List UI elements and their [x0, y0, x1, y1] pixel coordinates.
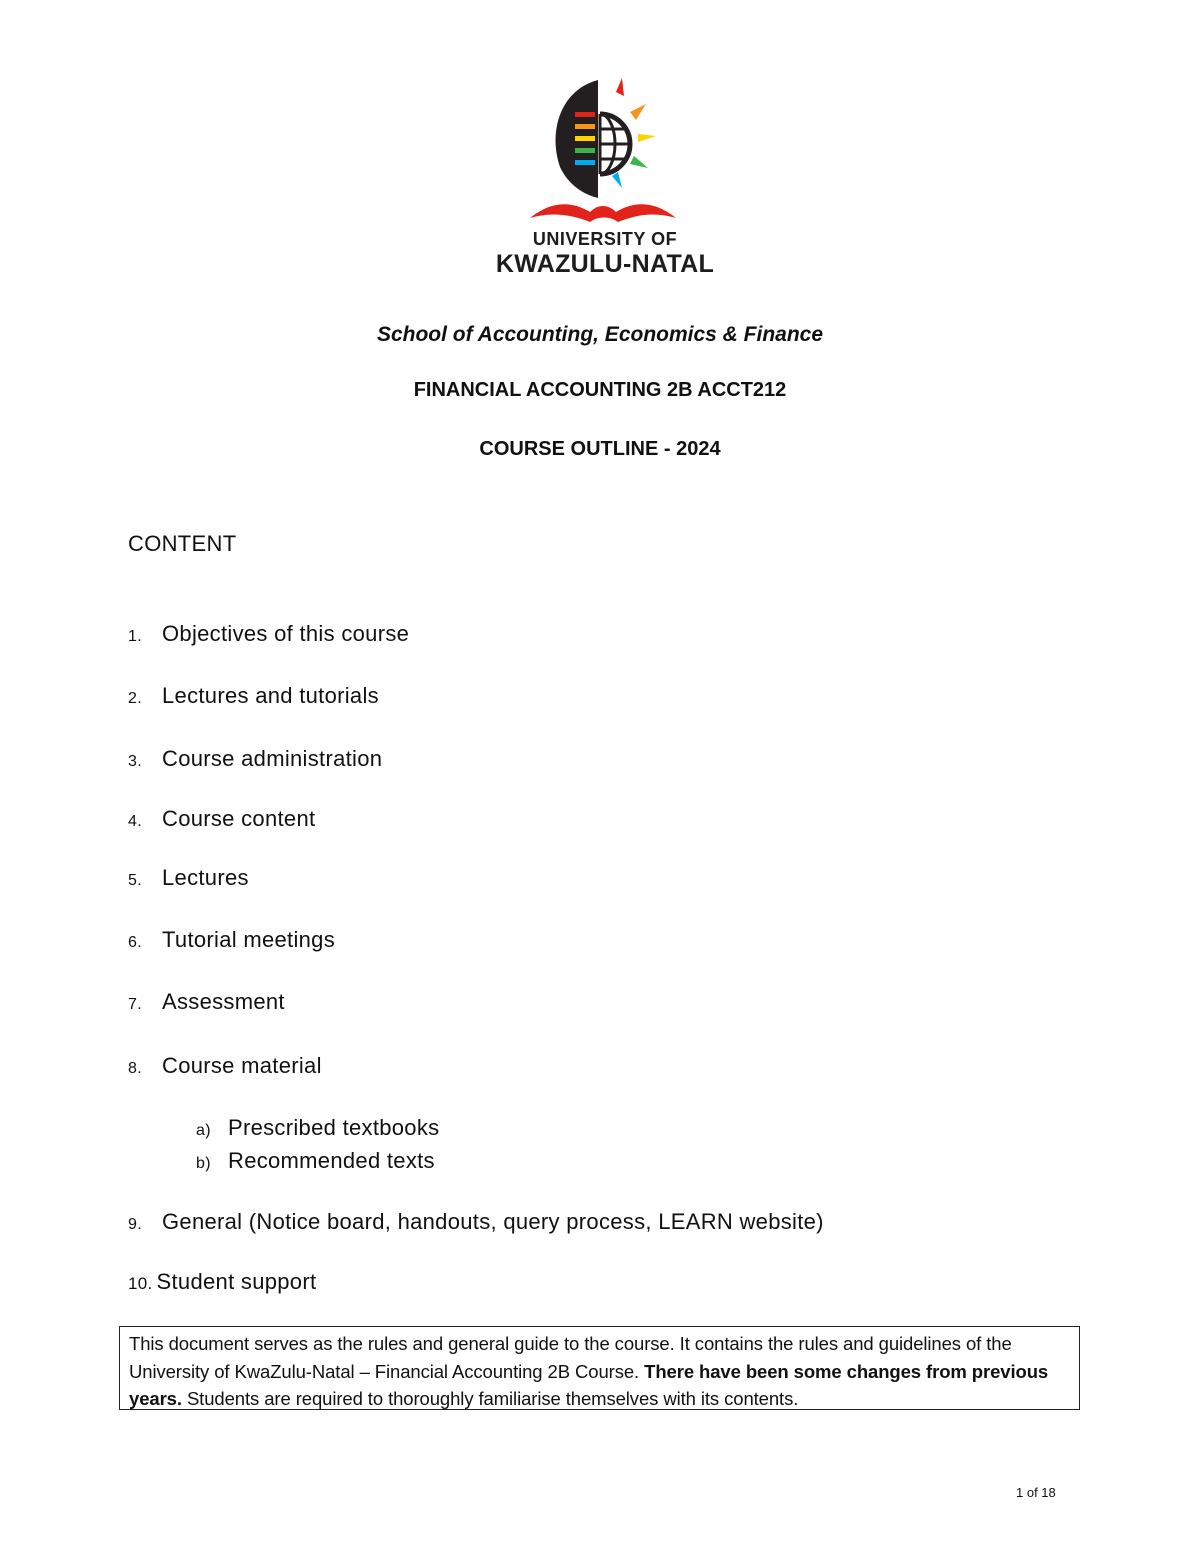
toc-item: [128, 865, 249, 891]
toc-item: [128, 746, 382, 772]
school-name: School of Accounting, Economics & Finance: [376, 323, 824, 346]
toc-label: General (Notice board, handouts, query process, LEARN website): [162, 1209, 824, 1234]
content-heading: CONTENT: [128, 531, 237, 556]
toc-number: 6.: [128, 934, 142, 951]
toc-label: Assessment: [162, 989, 285, 1014]
toc-label: Course material: [162, 1053, 322, 1078]
toc-label: Tutorial meetings: [162, 927, 336, 952]
toc-label: Student support: [156, 1269, 317, 1294]
course-title: FINANCIAL ACCOUNTING 2B ACCT212: [413, 379, 787, 401]
toc-item: [128, 1209, 824, 1235]
logo-text-line2: KWAZULU-NATAL: [495, 250, 715, 278]
toc-label: Course content: [162, 806, 316, 831]
ukzn-emblem-icon: [490, 72, 720, 227]
toc-subitem-label: Recommended texts: [228, 1148, 435, 1173]
toc-label: Objectives of this course: [162, 621, 410, 646]
toc-item: [128, 1269, 316, 1295]
toc-subitem-label: Prescribed textbooks: [228, 1115, 440, 1140]
toc-number: 1.: [128, 628, 142, 645]
toc-number: 4.: [128, 813, 142, 830]
toc-item: [128, 621, 409, 647]
toc-label: Course administration: [162, 746, 383, 771]
toc-subitem: [196, 1115, 439, 1141]
university-logo: [490, 72, 720, 282]
toc-subitem-letter: b): [196, 1155, 211, 1172]
toc-label: Lectures and tutorials: [162, 683, 379, 708]
toc-number: 10.: [128, 1274, 153, 1293]
logo-text-line1: UNIVERSITY OF: [532, 229, 678, 249]
notice-box: [119, 1326, 1080, 1410]
toc-number: 3.: [128, 753, 142, 770]
toc-item: [128, 683, 379, 709]
outline-title: COURSE OUTLINE - 2024: [479, 438, 721, 460]
notice-text: This document serves as the rules and general guide to the course. It contains the rules and guidelines of the University of KwaZulu-Natal – Financial Accounting 2B Course.: [129, 1333, 1012, 1382]
page-number: 1 of 18: [1016, 1485, 1056, 1500]
toc-subitem: [196, 1148, 435, 1174]
toc-number: 7.: [128, 996, 142, 1013]
toc-label: Lectures: [162, 865, 249, 890]
notice-emphasis: There have been some changes from previous years.: [129, 1360, 1049, 1409]
toc-item: [128, 1053, 322, 1079]
toc-item: [128, 927, 335, 953]
toc-subitem-letter: a): [196, 1122, 211, 1139]
toc-number: 9.: [128, 1216, 142, 1233]
toc-number: 5.: [128, 872, 142, 889]
toc-item: [128, 806, 315, 832]
toc-item: [128, 989, 285, 1015]
toc-number: 8.: [128, 1060, 142, 1077]
toc-number: 2.: [128, 690, 142, 707]
notice-text-end: Students are required to thoroughly familiarise themselves with its contents.: [181, 1388, 799, 1409]
